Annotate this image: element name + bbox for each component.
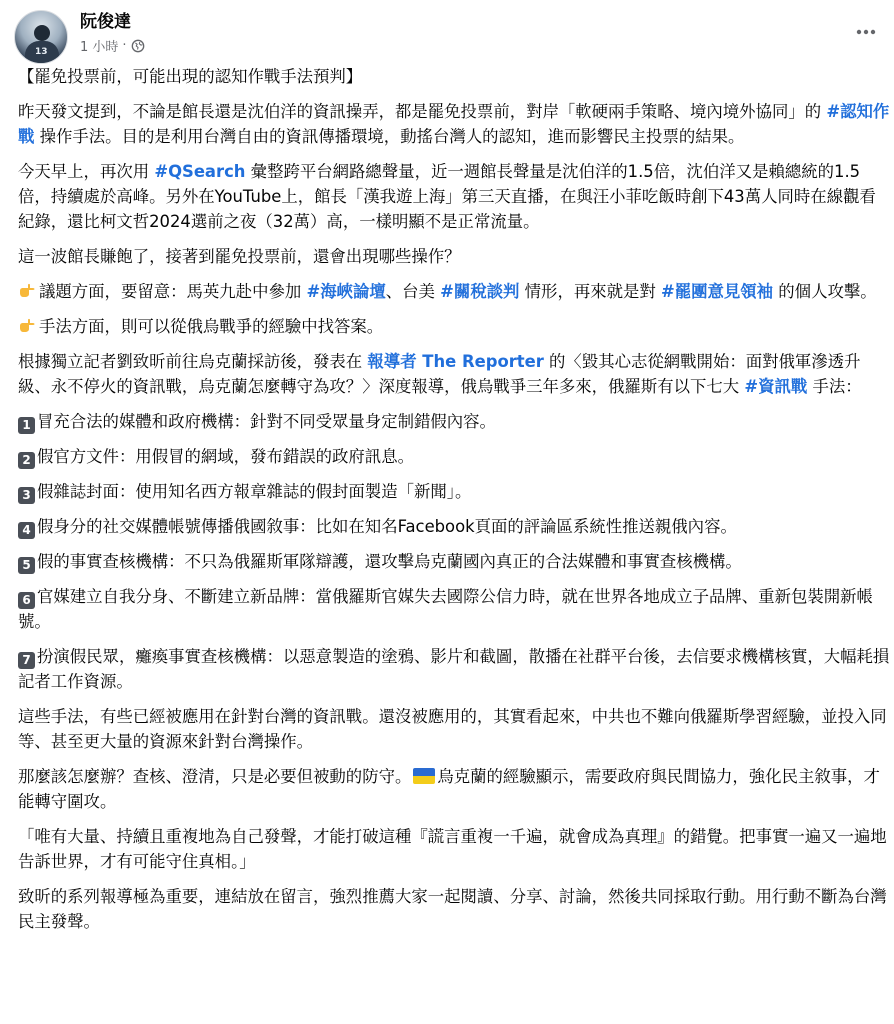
post-title: 【罷免投票前，可能出現的認知作戰手法預判】 bbox=[18, 67, 363, 86]
list-item: 1 冒充合法的媒體和政府機構：針對不同受眾量身定制錯假內容。 bbox=[18, 409, 890, 434]
paragraph-6: 根據獨立記者劉致昕前往烏克蘭採訪後，發表在 報導者 The Reporter 的〈毀其心志從網戰開始：面對俄軍滲透升級、永不停火的資訊戰，烏克蘭怎麼轉守為攻？〉深度報導，俄烏戰爭三年多來，俄羅斯有以下七大 #資訊戰 手法： bbox=[18, 352, 862, 396]
list-item: 4 假身分的社交媒體帳號傳播俄國敘事：比如在知名Facebook頁面的評論區系統性推送親俄內容。 bbox=[18, 514, 890, 539]
more-options-icon[interactable] bbox=[852, 18, 880, 46]
paragraph-2: 今天早上，再次用 #QSearch 彙整跨平台網路總聲量，近一週館長聲量是沈伯洋的1.5倍，沈伯洋又是賴總統的1.5倍，持續處於高峰。另外在YouTube上，館長「漢我遊上海」第三天直播，在與汪小菲吃飯時創下43萬人同時在線觀看紀錄，還比柯文哲2024選前之夜（32萬）高，一樣明顯不是正常流量。 bbox=[18, 162, 876, 231]
keycap-6-icon: 6 bbox=[18, 592, 35, 609]
post-header bbox=[0, 0, 894, 70]
ukraine-flag-icon bbox=[413, 768, 435, 784]
backhand-index-pointing-right-icon bbox=[18, 282, 38, 300]
post-time[interactable]: 1 小時 bbox=[80, 40, 119, 55]
backhand-index-pointing-right-icon bbox=[18, 317, 38, 335]
hashtag-information-warfare[interactable]: #資訊戰 bbox=[744, 377, 808, 396]
paragraph-3: 這一波館長賺飽了，接著到罷免投票前，還會出現哪些操作？ bbox=[18, 247, 461, 266]
list-item: 5 假的事實查核機構：不只為俄羅斯軍隊辯護，還攻擊烏克蘭國內真正的合法媒體和事實查核機構。 bbox=[18, 549, 890, 574]
reporter-link[interactable]: 報導者 The Reporter bbox=[367, 352, 544, 371]
paragraph-4: 議題方面，要留意：馬英九赴中參加 #海峽論壇、台美 #關稅談判 情形，再來就是對 #罷團意見領袖 的個人攻擊。 bbox=[18, 279, 890, 304]
list-item: 7 扮演假民眾，癱瘓事實查核機構：以惡意製造的塗鴉、影片和截圖，散播在社群平台後，去信要求機構核實，大幅耗損記者工作資源。 bbox=[18, 647, 890, 691]
keycap-7-icon: 7 bbox=[18, 652, 35, 669]
hashtag-tariff-negotiation[interactable]: #關稅談判 bbox=[440, 282, 520, 301]
list-item: 2 假官方文件：用假冒的網域，發布錯誤的政府訊息。 bbox=[18, 444, 890, 469]
hashtag-straits-forum[interactable]: #海峽論壇 bbox=[306, 282, 386, 301]
hashtag-cognitive-warfare[interactable]: #認知作戰 bbox=[18, 102, 890, 146]
avatar-jersey-number: 13 bbox=[35, 47, 48, 57]
keycap-2-icon: 2 bbox=[18, 452, 35, 469]
author-avatar[interactable] bbox=[14, 10, 68, 64]
globe-icon[interactable] bbox=[131, 39, 145, 53]
paragraph-7: 這些手法，有些已經被應用在針對台灣的資訊戰。還沒被應用的，其實看起來，中共也不難向俄羅斯學習經驗，並投入同等、甚至更大量的資源來針對台灣操作。 bbox=[18, 707, 887, 751]
list-item: 3 假雜誌封面：使用知名西方報章雜誌的假封面製造「新聞」。 bbox=[18, 479, 890, 504]
author-name[interactable]: 阮俊達 bbox=[80, 12, 131, 32]
keycap-4-icon: 4 bbox=[18, 522, 35, 539]
keycap-1-icon: 1 bbox=[18, 417, 35, 434]
paragraph-10: 致昕的系列報導極為重要，連結放在留言，強烈推薦大家一起閱讀、分享、討論，然後共同採取行動。用行動不斷為台灣民主發聲。 bbox=[18, 887, 887, 931]
paragraph-5: 手法方面，則可以從俄烏戰爭的經驗中找答案。 bbox=[18, 314, 890, 339]
hashtag-recall-opinion-leaders[interactable]: #罷團意見領袖 bbox=[661, 282, 774, 301]
keycap-5-icon: 5 bbox=[18, 557, 35, 574]
quote-paragraph: 「唯有大量、持續且重複地為自己發聲，才能打破這種『謊言重複一千遍，就會成為真理』的錯覺。把事實一遍又一遍地告訴世界，才有可能守住真相。」 bbox=[18, 827, 887, 871]
post-body bbox=[18, 64, 890, 944]
hashtag-qsearch[interactable]: #QSearch bbox=[154, 162, 246, 181]
list-item: 6 官媒建立自我分身、不斷建立新品牌：當俄羅斯官媒失去國際公信力時，就在世界各地成立子品牌、重新包裝開新帳號。 bbox=[18, 587, 873, 631]
meta-separator: · bbox=[122, 38, 127, 53]
paragraph-8: 那麼該怎麼辦？查核、澄清，只是必要但被動的防守。 烏克蘭的經驗顯示，需要政府與民間協力，強化民主敘事，才能轉守圍攻。 bbox=[18, 767, 880, 811]
keycap-3-icon: 3 bbox=[18, 487, 35, 504]
post-meta bbox=[80, 36, 145, 55]
paragraph-1: 昨天發文提到，不論是館長還是沈伯洋的資訊操弄，都是罷免投票前，對岸「軟硬兩手策略、境內境外協同」的 #認知作戰 操作手法。目的是利用台灣自由的資訊傳播環境，動搖台灣人的認知，進而影響民主投票的結果。 bbox=[18, 102, 890, 146]
